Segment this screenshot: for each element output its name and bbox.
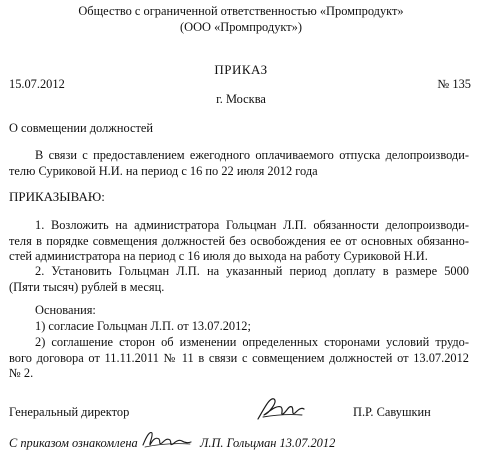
item-line: (Пяти тысяч) рублей в месяц. (9, 279, 165, 294)
intro-line: В связи с предоставлением ежегодного оплачиваемого отпуска делопроизводи- (35, 148, 469, 162)
document-subject: О совмещении должностей (9, 121, 154, 135)
item-line: 1. Возложить на администратора Гольцман Л.П. обязанности делопроизводи- (35, 218, 469, 232)
order-word: ПРИКАЗЫВАЮ: (9, 189, 105, 204)
item-line: 2. Установить Гольцман Л.П. на указанный период доплату в размере 5000 (35, 264, 469, 278)
document-city: г. Москва (216, 92, 266, 106)
order-item-1 (9, 218, 469, 265)
organization-full-name: Общество с ограниченной ответственностью «Промпродукт» (78, 4, 404, 18)
document-date: 15.07.2012 (9, 77, 65, 91)
basis-title: Основания: (35, 303, 96, 317)
basis-line: № 2. (9, 366, 34, 381)
item-line: теля в порядке совмещения должностей без освобождения ее от основных обязанно- (9, 233, 469, 248)
intro-paragraph (9, 148, 469, 179)
basis-item-2 (9, 335, 469, 382)
basis-item-1: 1) согласие Гольцман Л.П. от 13.07.2012; (35, 319, 251, 333)
document-title: ПРИКАЗ (214, 62, 268, 77)
signatory-name: П.Р. Савушкин (353, 405, 431, 419)
signatory-position: Генеральный директор (9, 405, 130, 419)
organization-short-name: (ООО «Промпродукт») (180, 20, 302, 34)
employee-signature (141, 427, 193, 453)
director-signature (255, 393, 307, 423)
acknowledgment-label: С приказом ознакомлена (9, 436, 138, 450)
document-number: № 135 (437, 77, 471, 91)
intro-line: телю Суриковой Н.И. на период с 16 по 22 июля 2012 года (9, 163, 318, 178)
item-line: стей администратора на период с 16 июля до выхода на работу Суриковой Н.И. (9, 249, 428, 264)
acknowledgment-name-date: Л.П. Гольцман 13.07.2012 (200, 436, 336, 450)
basis-line: 2) соглашение сторон об изменении определенных сторонами условий трудо- (35, 335, 469, 349)
basis-line: вого договора от 11.11.2011 № 11 в связи с совмещением должностей от 13.07.2012 (9, 350, 469, 365)
order-item-2 (9, 264, 469, 295)
